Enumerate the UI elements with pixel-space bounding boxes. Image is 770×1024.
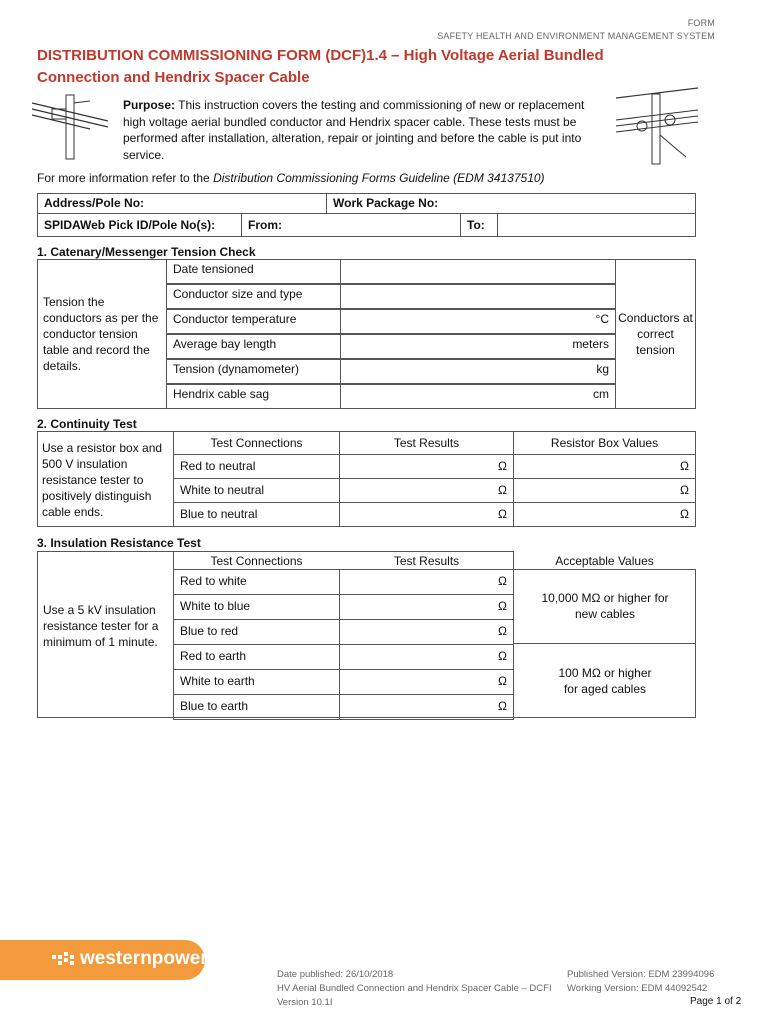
westernpower-logo bbox=[0, 940, 208, 980]
section2-header-results: Test Results bbox=[339, 431, 514, 455]
continuity-row-label: White to neutral bbox=[173, 478, 340, 503]
footer-published: Date published: 26/10/2018 bbox=[277, 969, 394, 980]
pole-illustration-left bbox=[30, 93, 110, 161]
tension-row-label: Date tensioned bbox=[166, 259, 341, 284]
spida-label: SPIDAWeb Pick ID/Pole No(s): bbox=[37, 213, 242, 237]
continuity-row-label: Red to neutral bbox=[173, 454, 340, 479]
section2-header-connections: Test Connections bbox=[173, 431, 340, 455]
insulation-row-label: Blue to red bbox=[173, 619, 340, 645]
footer-doc-title: HV Aerial Bundled Connection and Hendrix Spacer Cable – DCFI Version 10.1I bbox=[277, 983, 552, 1008]
tension-row-value[interactable]: cm bbox=[340, 384, 616, 409]
continuity-result-field[interactable]: Ω bbox=[339, 478, 514, 503]
acceptable-new: 10,000 MΩ or higher for new cables bbox=[541, 591, 669, 621]
section3-instruction: Use a 5 kV insulation resistance tester for a minimum of 1 minute. bbox=[43, 603, 159, 649]
section2-header-resistor: Resistor Box Values bbox=[513, 431, 696, 455]
work-package-field[interactable]: Work Package No: bbox=[326, 193, 696, 214]
resistor-value-field[interactable]: Ω bbox=[513, 454, 696, 479]
tension-row-value[interactable]: meters bbox=[340, 334, 616, 359]
purpose-text: Purpose: This instruction covers the testing and commissioning of new or replacement high voltage aerial bundled conductor and Hendrix spacer cable. These tests must be performed after installation, alteration, repair or jointing and before the cable is put into service. bbox=[123, 98, 585, 162]
section1-instruction: Tension the conductors as per the conductor tension table and record the details. bbox=[43, 295, 159, 373]
resistor-value-field[interactable]: Ω bbox=[513, 502, 696, 527]
page-title: DISTRIBUTION COMMISSIONING FORM (DCF)1.4 – High Voltage Aerial Bundled Connection and Hendrix Spacer Cable bbox=[37, 47, 604, 86]
tension-row-value[interactable]: kg bbox=[340, 359, 616, 384]
insulation-result-field[interactable]: Ω bbox=[339, 644, 514, 670]
section3-header-results: Test Results bbox=[393, 554, 460, 568]
tension-note: Conductors at correct tension bbox=[618, 311, 693, 357]
section2-heading: 2. Continuity Test bbox=[37, 417, 137, 431]
insulation-result-field[interactable]: Ω bbox=[339, 594, 514, 620]
continuity-result-field[interactable]: Ω bbox=[339, 502, 514, 527]
insulation-result-field[interactable]: Ω bbox=[339, 669, 514, 695]
tension-row-label: Conductor size and type bbox=[166, 284, 341, 309]
section1-heading: 1. Catenary/Messenger Tension Check bbox=[37, 245, 256, 259]
system-label: SAFETY HEALTH AND ENVIRONMENT MANAGEMENT SYSTEM bbox=[437, 31, 715, 41]
to-label: To: bbox=[460, 213, 498, 237]
insulation-row-label: Red to white bbox=[173, 569, 340, 595]
tension-row-label: Hendrix cable sag bbox=[166, 384, 341, 409]
insulation-row-label: Blue to earth bbox=[173, 694, 340, 720]
tension-row-value[interactable]: °C bbox=[340, 309, 616, 334]
spacer-illustration-right bbox=[612, 80, 702, 165]
page-number: Page 1 of 2 bbox=[690, 996, 742, 1007]
tension-row-value[interactable] bbox=[340, 259, 616, 284]
insulation-result-field[interactable]: Ω bbox=[339, 619, 514, 645]
section2-instruction: Use a resistor box and 500 V insulation resistance tester to positively distinguish cable ends. bbox=[42, 441, 163, 519]
reference-line: For more information refer to the Distribution Commissioning Forms Guideline (EDM 34137510) bbox=[37, 171, 545, 185]
tension-row-label: Average bay length bbox=[166, 334, 341, 359]
address-field[interactable]: Address/Pole No: bbox=[37, 193, 327, 214]
insulation-result-field[interactable]: Ω bbox=[339, 569, 514, 595]
insulation-row-label: White to blue bbox=[173, 594, 340, 620]
tension-row-value[interactable] bbox=[340, 284, 616, 309]
acceptable-aged: 100 MΩ or higher for aged cables bbox=[558, 666, 652, 696]
footer-published-version: Published Version: EDM 23994096 bbox=[567, 969, 715, 980]
form-label: FORM bbox=[687, 18, 715, 28]
section3-header-connections: Test Connections bbox=[210, 554, 303, 568]
continuity-result-field[interactable]: Ω bbox=[339, 454, 514, 479]
from-field[interactable]: From: bbox=[241, 213, 461, 237]
insulation-row-label: White to earth bbox=[173, 669, 340, 695]
insulation-row-label: Red to earth bbox=[173, 644, 340, 670]
logo-text: westernpower bbox=[80, 948, 208, 969]
section3-header-acceptable: Acceptable Values bbox=[555, 554, 654, 568]
section3-heading: 3. Insulation Resistance Test bbox=[37, 536, 201, 550]
tension-row-label: Tension (dynamometer) bbox=[166, 359, 341, 384]
tension-row-label: Conductor temperature bbox=[166, 309, 341, 334]
insulation-result-field[interactable]: Ω bbox=[339, 694, 514, 720]
continuity-row-label: Blue to neutral bbox=[173, 502, 340, 527]
resistor-value-field[interactable]: Ω bbox=[513, 478, 696, 503]
logo-mark-icon bbox=[52, 952, 78, 968]
to-field[interactable] bbox=[497, 213, 696, 237]
footer-working-version: Working Version: EDM 44092542 bbox=[567, 983, 708, 994]
insulation-header-row bbox=[173, 551, 514, 570]
